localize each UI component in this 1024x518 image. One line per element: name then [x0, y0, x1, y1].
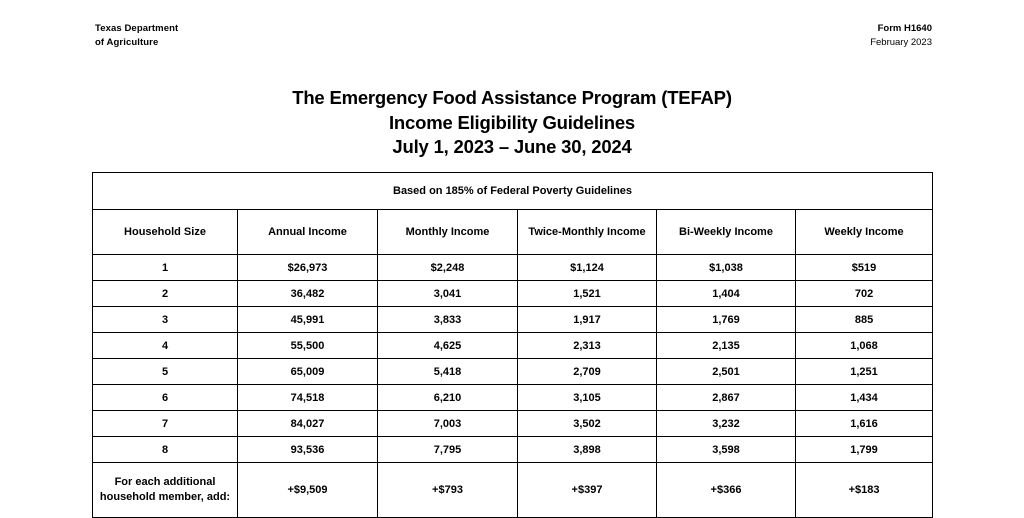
income-guidelines-table	[92, 172, 933, 518]
agency-name-line2: of Agriculture	[95, 37, 159, 49]
table-row	[93, 281, 933, 307]
cell-twice-monthly-income: 3,502	[518, 411, 657, 437]
cell-bi-weekly-income: 2,135	[657, 333, 796, 359]
cell-additional-member-label: For each additional household member, add:	[93, 463, 238, 518]
column-header-bi-weekly-income: Bi-Weekly Income	[657, 210, 796, 255]
cell-annual-income: 36,482	[238, 281, 378, 307]
cell-bi-weekly-income: 2,501	[657, 359, 796, 385]
cell-bi-weekly-income: 3,598	[657, 437, 796, 463]
cell-annual-income: 65,009	[238, 359, 378, 385]
cell-annual-income: 45,991	[238, 307, 378, 333]
agency-name	[95, 22, 178, 51]
form-meta	[870, 22, 932, 51]
page-title-line3: July 1, 2023 – June 30, 2024	[392, 136, 632, 158]
cell-annual-income: 84,027	[238, 411, 378, 437]
cell-annual-income: 55,500	[238, 333, 378, 359]
cell-twice-monthly-income: $1,124	[518, 255, 657, 281]
cell-household-size: 2	[93, 281, 238, 307]
cell-annual-income: $26,973	[238, 255, 378, 281]
cell-monthly-income: 3,041	[378, 281, 518, 307]
table-row	[93, 411, 933, 437]
form-number: Form H1640	[877, 23, 932, 34]
cell-additional-annual-income: +$9,509	[238, 463, 378, 518]
table-row	[93, 255, 933, 281]
column-header-household-size: Household Size	[93, 210, 238, 255]
cell-monthly-income: 6,210	[378, 385, 518, 411]
document-header	[95, 22, 932, 51]
form-date: February 2023	[870, 37, 932, 49]
cell-weekly-income: $519	[796, 255, 933, 281]
cell-additional-twice-monthly-income: +$397	[518, 463, 657, 518]
cell-annual-income: 93,536	[238, 437, 378, 463]
cell-bi-weekly-income: 1,404	[657, 281, 796, 307]
cell-twice-monthly-income: 3,898	[518, 437, 657, 463]
cell-twice-monthly-income: 2,709	[518, 359, 657, 385]
cell-household-size: 5	[93, 359, 238, 385]
cell-monthly-income: 3,833	[378, 307, 518, 333]
table-row	[93, 307, 933, 333]
cell-weekly-income: 1,434	[796, 385, 933, 411]
cell-weekly-income: 1,616	[796, 411, 933, 437]
cell-twice-monthly-income: 3,105	[518, 385, 657, 411]
cell-household-size: 4	[93, 333, 238, 359]
cell-bi-weekly-income: 2,867	[657, 385, 796, 411]
cell-twice-monthly-income: 1,917	[518, 307, 657, 333]
page-title-line2: Income Eligibility Guidelines	[388, 111, 636, 133]
table-row	[93, 359, 933, 385]
page-title-line1: The Emergency Food Assistance Program (TEFAP)	[292, 87, 732, 108]
cell-monthly-income: 7,003	[378, 411, 518, 437]
agency-name-line1: Texas Department	[95, 23, 179, 34]
cell-household-size: 3	[93, 307, 238, 333]
table-row	[93, 437, 933, 463]
cell-additional-weekly-income: +$183	[796, 463, 933, 518]
table-banner: Based on 185% of Federal Poverty Guidelines	[93, 173, 933, 210]
cell-household-size: 7	[93, 411, 238, 437]
cell-bi-weekly-income: $1,038	[657, 255, 796, 281]
cell-bi-weekly-income: 1,769	[657, 307, 796, 333]
cell-monthly-income: 7,795	[378, 437, 518, 463]
cell-additional-bi-weekly-income: +$366	[657, 463, 796, 518]
cell-weekly-income: 1,251	[796, 359, 933, 385]
table-row-additional-member	[93, 463, 933, 518]
cell-weekly-income: 885	[796, 307, 933, 333]
cell-weekly-income: 1,068	[796, 333, 933, 359]
table-header-row	[93, 210, 933, 255]
cell-additional-monthly-income: +$793	[378, 463, 518, 518]
cell-household-size: 1	[93, 255, 238, 281]
column-header-twice-monthly-income: Twice-Monthly Income	[518, 210, 657, 255]
cell-household-size: 8	[93, 437, 238, 463]
table-row	[93, 385, 933, 411]
table-row	[93, 333, 933, 359]
column-header-weekly-income: Weekly Income	[796, 210, 933, 255]
cell-household-size: 6	[93, 385, 238, 411]
cell-monthly-income: 5,418	[378, 359, 518, 385]
cell-weekly-income: 702	[796, 281, 933, 307]
column-header-monthly-income: Monthly Income	[378, 210, 518, 255]
cell-monthly-income: $2,248	[378, 255, 518, 281]
cell-monthly-income: 4,625	[378, 333, 518, 359]
page-title	[0, 86, 1024, 160]
cell-bi-weekly-income: 3,232	[657, 411, 796, 437]
cell-annual-income: 74,518	[238, 385, 378, 411]
cell-twice-monthly-income: 2,313	[518, 333, 657, 359]
cell-weekly-income: 1,799	[796, 437, 933, 463]
column-header-annual-income: Annual Income	[238, 210, 378, 255]
cell-twice-monthly-income: 1,521	[518, 281, 657, 307]
table-banner-row	[93, 173, 933, 210]
